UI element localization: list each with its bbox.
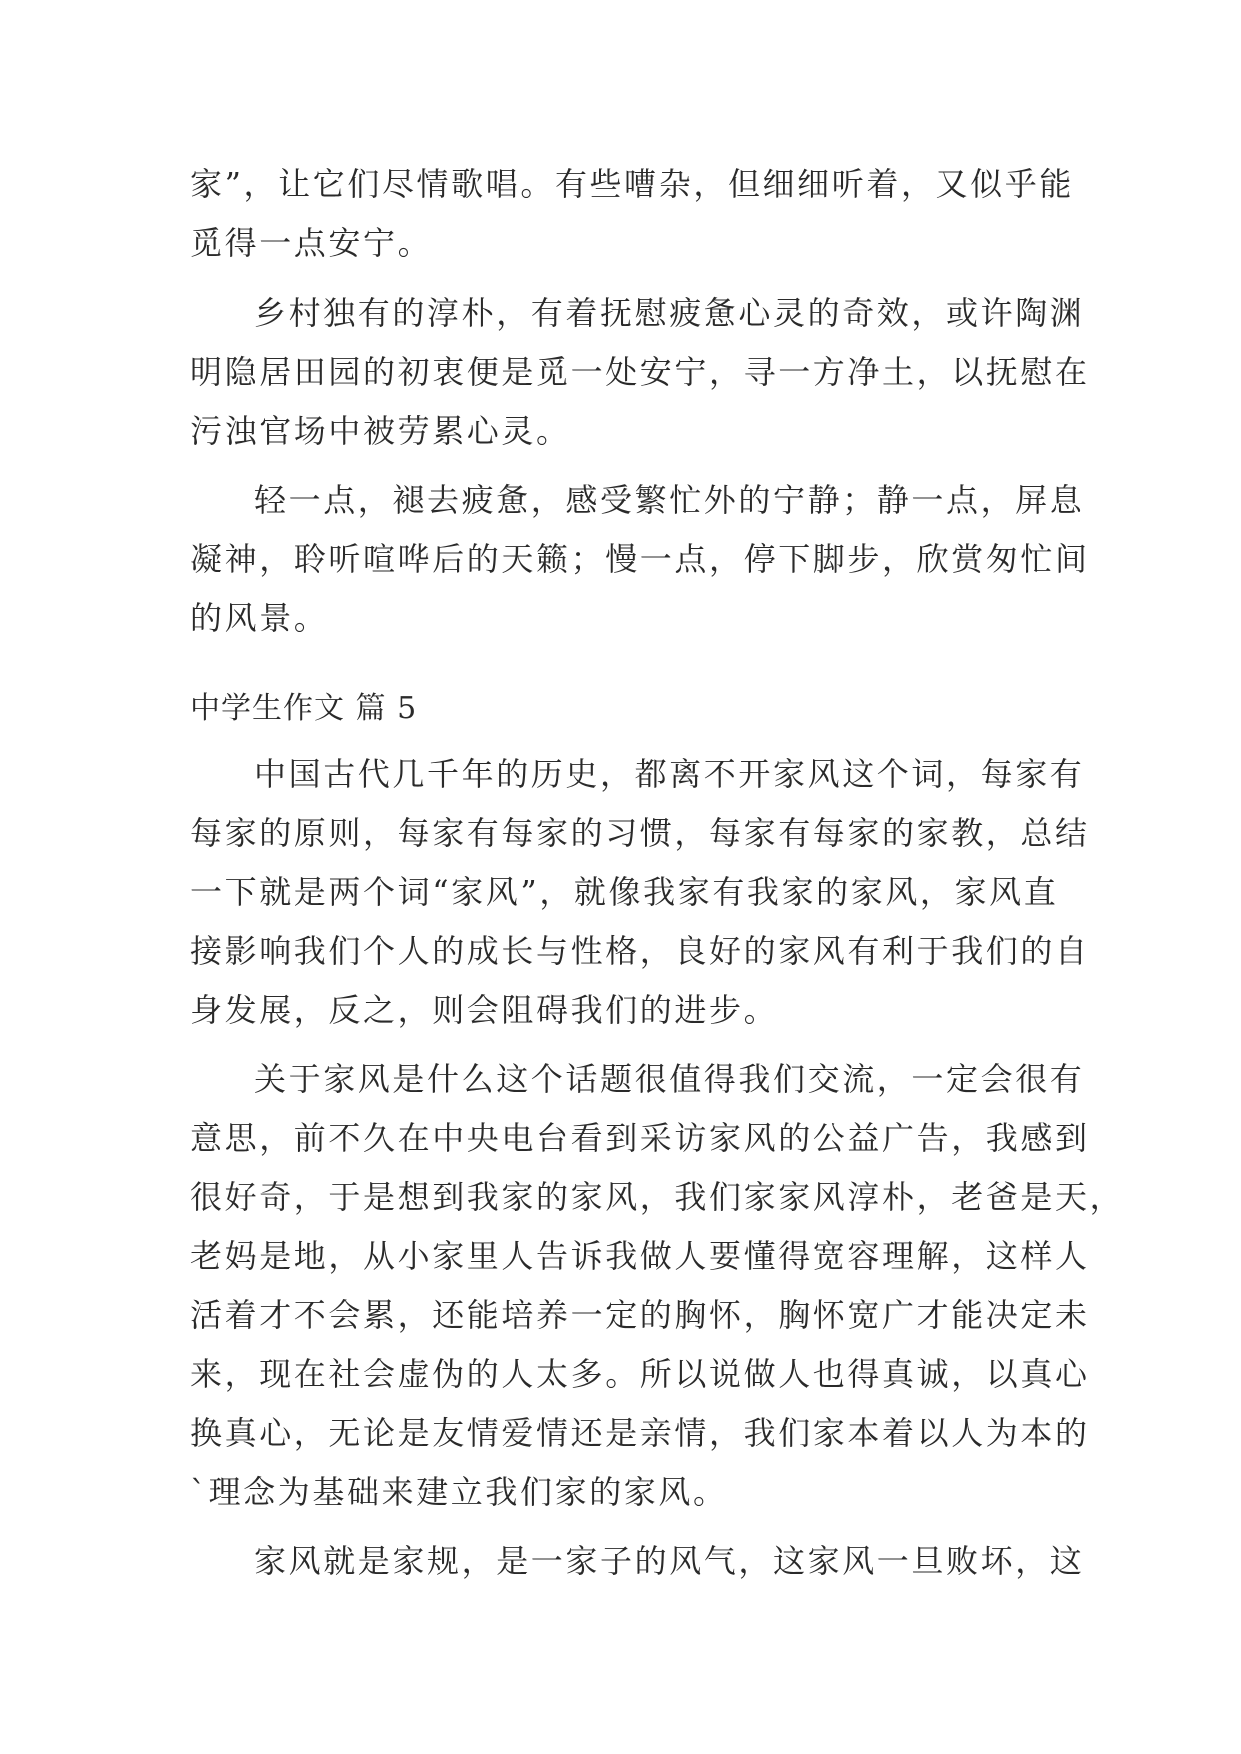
text-line: 老妈是地，从小家里人告诉我做人要懂得宽容理解，这样人 (190, 1237, 1090, 1275)
text-line: 意思，前不久在中央电台看到采访家风的公益广告，我感到 (190, 1119, 1090, 1157)
text-line: 家风就是家规，是一家子的风气，这家风一旦败坏，这 (254, 1542, 1085, 1580)
text-line: 每家的原则，每家有每家的习惯，每家有每家的家教，总结 (190, 814, 1090, 852)
text-line: 乡村独有的淳朴，有着抚慰疲惫心灵的奇效，或许陶渊 (254, 294, 1085, 332)
text-line: 凝神，聆听喧哗后的天籁；慢一点，停下脚步，欣赏匆忙间 (190, 540, 1090, 578)
text-line: 中国古代几千年的历史，都离不开家风这个词，每家有 (254, 755, 1085, 793)
text-line: 身发展，反之，则会阻碍我们的进步。 (190, 991, 779, 1029)
section-heading: 中学生作文 篇 5 (190, 691, 418, 726)
text-line: 一下就是两个词“家风”，就像我家有我家的家风，家风直 (190, 873, 1059, 911)
text-line: 的风景。 (190, 599, 329, 637)
text-line: 活着才不会累，还能培养一定的胸怀，胸怀宽广才能决定未 (190, 1296, 1090, 1334)
text-line: `理念为基础来建立我们家的家风。 (190, 1473, 728, 1511)
text-line: 换真心，无论是友情爱情还是亲情，我们家本着以人为本的 (190, 1414, 1090, 1452)
text-line: 污浊官场中被劳累心灵。 (190, 412, 571, 450)
text-line: 来，现在社会虚伪的人太多。所以说做人也得真诚，以真心 (190, 1355, 1090, 1393)
text-line: 明隐居田园的初衷便是觅一处安宁，寻一方净土，以抚慰在 (190, 353, 1090, 391)
text-line: 觅得一点安宁。 (190, 224, 433, 262)
text-line: 家”，让它们尽情歌唱。有些嘈杂，但细细听着，又似乎能 (190, 165, 1074, 203)
text-line: 很好奇，于是想到我家的家风，我们家家风淳朴，老爸是天， (190, 1178, 1125, 1216)
text-line: 轻一点，褪去疲惫，感受繁忙外的宁静；静一点，屏息 (254, 481, 1085, 519)
text-line: 接影响我们个人的成长与性格，良好的家风有利于我们的自 (190, 932, 1090, 970)
text-line: 关于家风是什么这个话题很值得我们交流，一定会很有 (254, 1060, 1085, 1098)
